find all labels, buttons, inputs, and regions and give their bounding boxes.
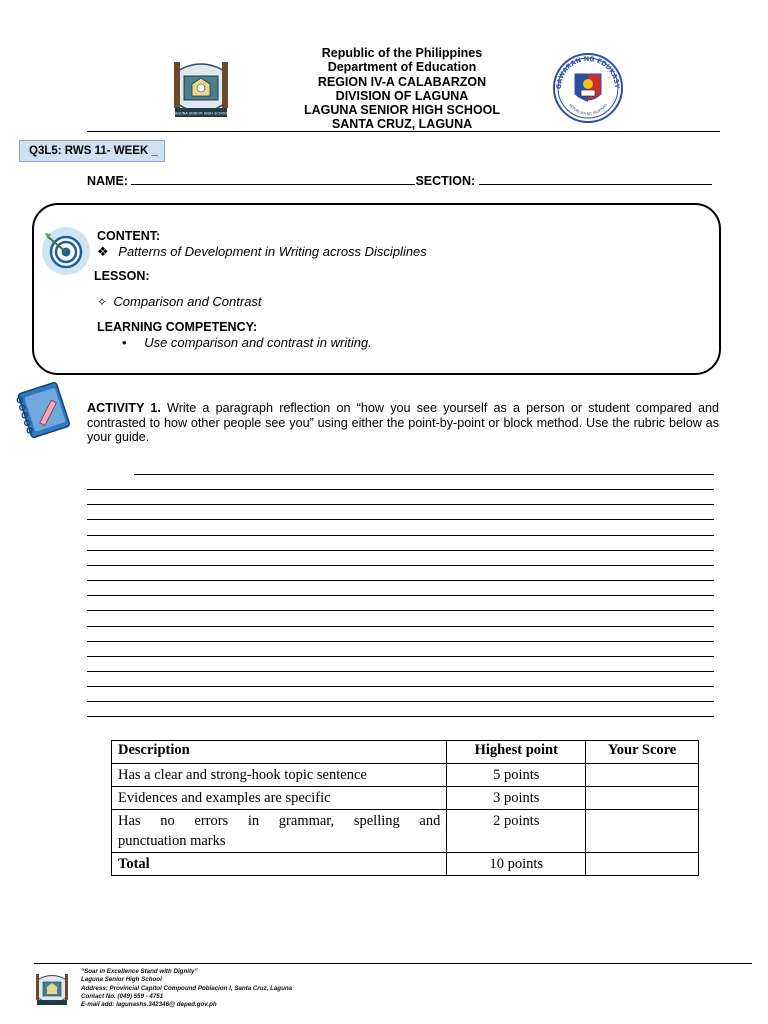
rubric-total-score-cell[interactable] [586, 853, 699, 876]
writing-line[interactable] [87, 701, 714, 702]
school-seal-icon [166, 54, 236, 122]
footer-phone: Contact No. (049) 559 - 4751 [81, 992, 164, 1000]
name-field[interactable] [131, 174, 415, 185]
svg-text:LAGUNA SENIOR HIGH SCHOOL: LAGUNA SENIOR HIGH SCHOOL [172, 111, 230, 116]
writing-line[interactable] [87, 610, 714, 611]
content-text: Patterns of Development in Writing across Disciplines [118, 244, 427, 259]
name-label: NAME: [87, 174, 128, 188]
table-row [112, 787, 699, 810]
svg-text:REPUBLIKA NG PILIPINAS: REPUBLIKA NG PILIPINAS [568, 103, 608, 117]
header-divider [87, 131, 720, 132]
header-line: LAGUNA SENIOR HIGH SCHOOL [303, 103, 501, 118]
notebook-icon [14, 379, 74, 441]
rubric-header-description: Description [112, 741, 447, 764]
rubric-score-cell[interactable] [586, 764, 699, 787]
rubric-description-line: Has no errors in grammar, spelling and [118, 813, 441, 829]
name-section-row [87, 174, 727, 188]
writing-line[interactable] [87, 656, 714, 657]
dot-bullet-icon: • [122, 335, 127, 350]
lesson-code-badge [19, 140, 165, 162]
writing-line[interactable] [87, 565, 714, 566]
diamond-bullet-icon: ❖ [97, 244, 109, 259]
lesson-item [97, 294, 262, 309]
lesson-text: Comparison and Contrast [113, 294, 262, 309]
school-seal-icon [32, 970, 72, 1008]
header-line: REGION IV-A CALABARZON [317, 74, 487, 89]
rubric-description [112, 810, 447, 853]
rubric-points: 3 points [447, 787, 586, 810]
rubric-description: Evidences and examples are specific [112, 787, 447, 810]
writing-line[interactable] [87, 504, 714, 505]
footer-address: Address: Provincial Capitol Compound Poblacion I, Santa Cruz, Laguna [81, 984, 293, 992]
activity-title: ACTIVITY 1. [87, 401, 161, 415]
writing-line[interactable] [87, 671, 714, 672]
writing-line[interactable] [87, 519, 714, 520]
footer-contact [81, 968, 401, 1009]
footer-motto: “Soar in Excellence Stand with Dignity” [81, 968, 198, 975]
writing-line[interactable] [87, 580, 714, 581]
competency-label: LEARNING COMPETENCY: [97, 320, 258, 334]
header-line: DIVISION OF LAGUNA [335, 88, 469, 103]
svg-text:KAGAWARAN NG EDUKASYON: GAWARAN NG EDUKASY [554, 54, 622, 90]
lesson-label: LESSON: [94, 269, 150, 283]
writing-line[interactable] [87, 535, 714, 536]
rubric-total-label: Total [112, 853, 447, 876]
school-header [252, 46, 552, 132]
rubric-description-line: punctuation marks [118, 833, 226, 849]
writing-line[interactable] [87, 595, 714, 596]
rubric-total-points: 10 points [447, 853, 586, 876]
rubric-header-highest-point: Highest point [447, 741, 586, 764]
activity-text: Write a paragraph reflection on “how you see yourself as a person or student compared and contrasted to how other people see you” using either the point-by-point or block method. Use the rubric below as your guide. [87, 401, 719, 444]
header-line: Republic of the Philippines [321, 46, 483, 60]
table-row [112, 810, 699, 853]
rubric-total-row [112, 853, 699, 876]
rubric-header-row [112, 741, 699, 764]
target-icon [39, 224, 93, 276]
footer-email: E-mail add: lagunashs.342346@ deped.gov.ph [81, 1001, 217, 1009]
lesson-code: Q3L5: RWS 11- WEEK _ [29, 145, 158, 157]
rubric-description: Has a clear and strong-hook topic sentence [112, 764, 447, 787]
star-bullet-icon: ✧ [97, 295, 108, 309]
rubric-table [111, 740, 699, 876]
writing-line[interactable] [134, 474, 714, 475]
activity-instructions [87, 401, 719, 445]
writing-line[interactable] [87, 716, 714, 717]
writing-line[interactable] [87, 550, 714, 551]
footer-divider [34, 963, 752, 964]
section-field[interactable] [479, 174, 712, 185]
section-label: SECTION: [415, 174, 476, 188]
footer-school: Laguna Senior High School [81, 976, 162, 984]
header-line: Department of Education [327, 60, 477, 75]
writing-line[interactable] [87, 686, 714, 687]
rubric-points: 5 points [447, 764, 586, 787]
competency-item [122, 335, 372, 350]
deped-seal-icon [551, 52, 625, 124]
table-row [112, 764, 699, 787]
rubric-points: 2 points [447, 810, 586, 853]
rubric-score-cell[interactable] [586, 787, 699, 810]
header-line: SANTA CRUZ, LAGUNA [331, 117, 473, 132]
content-label: CONTENT: [97, 229, 161, 243]
content-item [97, 244, 427, 260]
writing-line[interactable] [87, 489, 714, 490]
rubric-score-cell[interactable] [586, 810, 699, 853]
rubric-header-your-score: Your Score [586, 741, 699, 764]
writing-line[interactable] [87, 626, 714, 627]
writing-line[interactable] [87, 641, 714, 642]
competency-text: Use comparison and contrast in writing. [144, 335, 372, 350]
